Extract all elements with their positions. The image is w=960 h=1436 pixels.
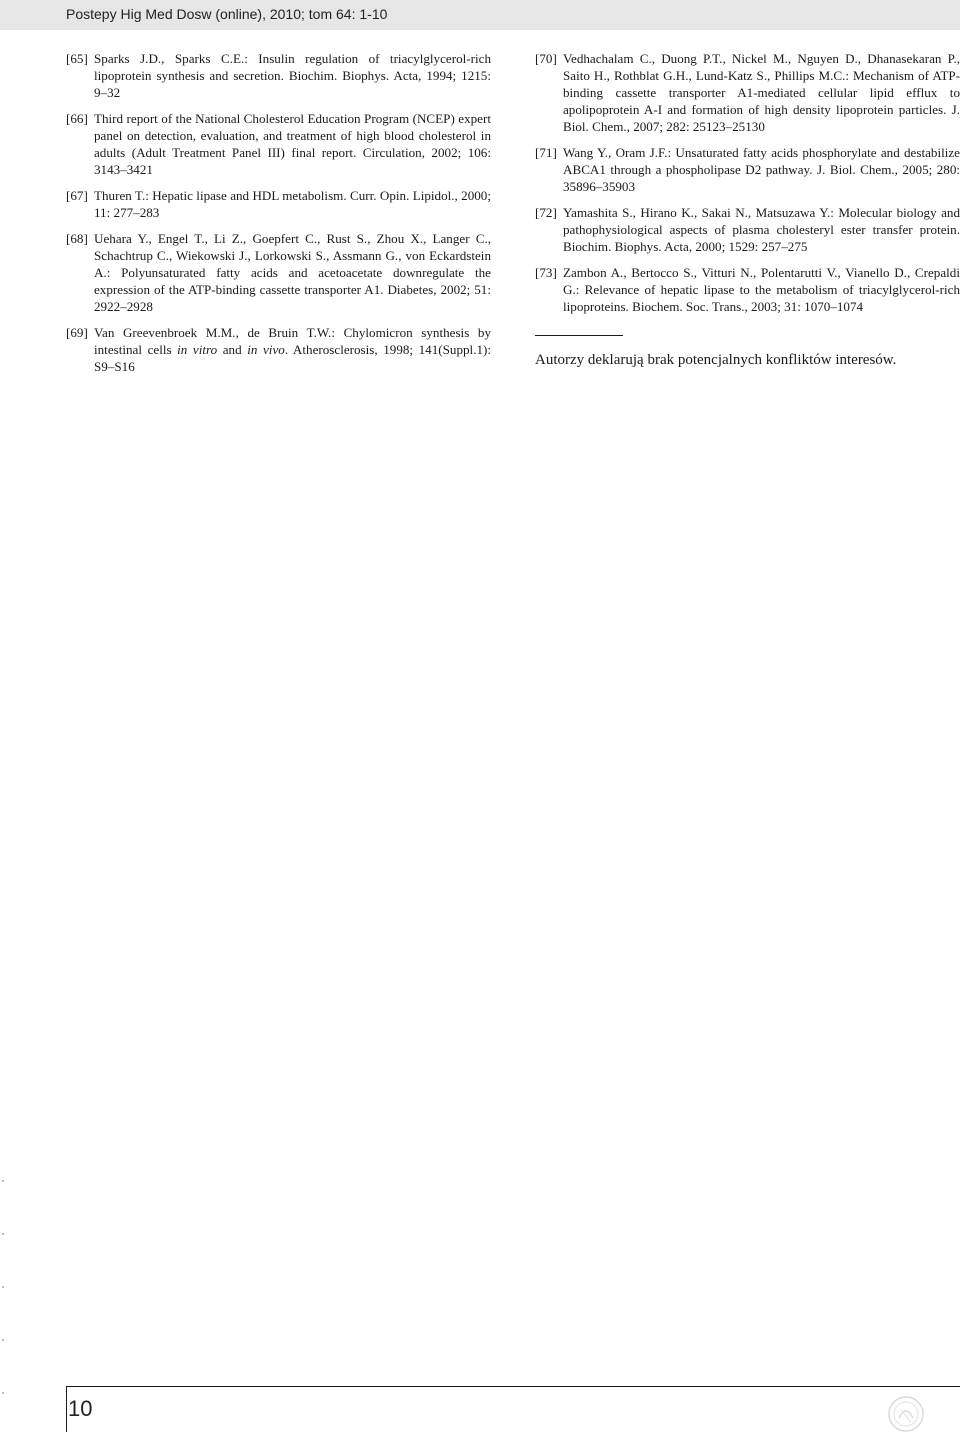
- reference-number: [66]: [66, 111, 88, 126]
- reference-text: [94, 110, 491, 178]
- reference-text-segment: Vedhachalam C., Duong P.T., Nickel M., Nguyen D., Dhanasekaran P., Saito H., Rothblat G.H., Lund-Katz S., Phillips M.C.: Mechanism of ATP-binding cassette transporter A1-mediated cellular lipid efflux to apolipoprotein A-I and formation of high density lipoprotein particles. J. Biol. Chem., 2007; 282: 25123–25130: [563, 51, 960, 134]
- reference-item: [535, 144, 960, 195]
- reference-item: [535, 50, 960, 135]
- reference-text-segment: Third report of the National Cholesterol Education Program (NCEP) expert panel on detection, evaluation, and treatment of high blood cholesterol in adults (Adult Treatment Panel III) final report. Circulation, 2002; 106: 3143–3421: [94, 111, 491, 177]
- margin-mark: [2, 1392, 4, 1394]
- reference-number: [71]: [535, 145, 557, 160]
- reference-number: [70]: [535, 51, 557, 66]
- reference-item: [66, 50, 491, 101]
- reference-text-segment: Sparks J.D., Sparks C.E.: Insulin regulation of triacylglycerol-rich lipoprotein synthesis and secretion. Biochim. Biophys. Acta, 1994; 1215: 9–32: [94, 51, 491, 100]
- reference-text: [94, 324, 491, 375]
- running-head-text: Postepy Hig Med Dosw (online), 2010; tom 64: 1-10: [66, 6, 388, 22]
- reference-number: [73]: [535, 265, 557, 280]
- footer-tick: [66, 1386, 67, 1432]
- reference-text: [94, 187, 491, 221]
- margin-mark: [2, 1233, 4, 1235]
- reference-text: [94, 50, 491, 101]
- reference-item: [66, 187, 491, 221]
- running-head: [0, 0, 960, 30]
- footer-rule: [66, 1386, 960, 1387]
- margin-mark: [2, 1339, 4, 1341]
- reference-number: [68]: [66, 231, 88, 246]
- reference-text-segment: Wang Y., Oram J.F.: Unsaturated fatty acids phosphorylate and destabilize ABCA1 through a phospholipase D2 pathway. J. Biol. Chem., 2005; 280: 35896–35903: [563, 145, 960, 194]
- reference-italic-text: in vitro: [177, 342, 218, 357]
- reference-item: [535, 264, 960, 315]
- reference-item: [535, 204, 960, 255]
- reference-text: [563, 264, 960, 315]
- reference-item: [66, 324, 491, 375]
- margin-mark: [2, 1180, 4, 1182]
- reference-text-segment: Van Greevenbroek M.M., de Bruin T.W.: Chylomicron synthesis by intestinal cells: [94, 325, 491, 357]
- reference-text-segment: and: [217, 342, 248, 357]
- reference-number: [65]: [66, 51, 88, 66]
- reference-text-segment: Thuren T.: Hepatic lipase and HDL metabolism. Curr. Opin. Lipidol., 2000; 11: 277–283: [94, 188, 491, 220]
- reference-item: [66, 230, 491, 315]
- reference-text-segment: . Atherosclerosis, 1998; 141(Suppl.1): S9–S16: [94, 342, 492, 374]
- page-number: 10: [68, 1396, 93, 1421]
- reference-item: [66, 110, 491, 178]
- margin-mark: [2, 1286, 4, 1288]
- reference-text: [94, 230, 491, 315]
- reference-text-segment: Uehara Y., Engel T., Li Z., Goepfert C., Rust S., Zhou X., Langer C., Schachtrup C., Wiekowski J., Lorkowski S., Assmann G., von Eckardstein A.: Polyunsaturated fatty acids and acetoacetate downregulate the expression of the ATP-binding cassette transporter A1. Diabetes, 2002; 51: 2922–2928: [94, 231, 491, 314]
- publisher-seal-icon: [886, 1394, 926, 1434]
- reference-text-segment: Zambon A., Bertocco S., Vitturi N., Polentarutti V., Vianello D., Crepaldi G.: Relevance of hepatic lipase to the metabolism of triacylglycerol-rich lipoproteins. Biochem. Soc. Trans., 2003; 31: 1070–1074: [563, 265, 960, 314]
- section-rule: [535, 335, 623, 336]
- right-column: [535, 50, 960, 370]
- reference-text: [563, 204, 960, 255]
- reference-text: [563, 50, 960, 135]
- reference-number: [72]: [535, 205, 557, 220]
- left-column-references: [66, 50, 491, 384]
- reference-number: [69]: [66, 325, 88, 340]
- reference-italic-text: in vivo: [247, 342, 285, 357]
- reference-text-segment: Yamashita S., Hirano K., Sakai N., Matsuzawa Y.: Molecular biology and pathophysiological aspects of plasma cholesteryl ester transfer protein. Biochim. Biophys. Acta, 2000; 1529: 257–275: [563, 205, 960, 254]
- reference-text: [563, 144, 960, 195]
- reference-number: [67]: [66, 188, 88, 203]
- conflict-of-interest-declaration: Autorzy deklarują brak potencjalnych konfliktów interesów.: [535, 352, 897, 368]
- right-column-references: [535, 50, 960, 315]
